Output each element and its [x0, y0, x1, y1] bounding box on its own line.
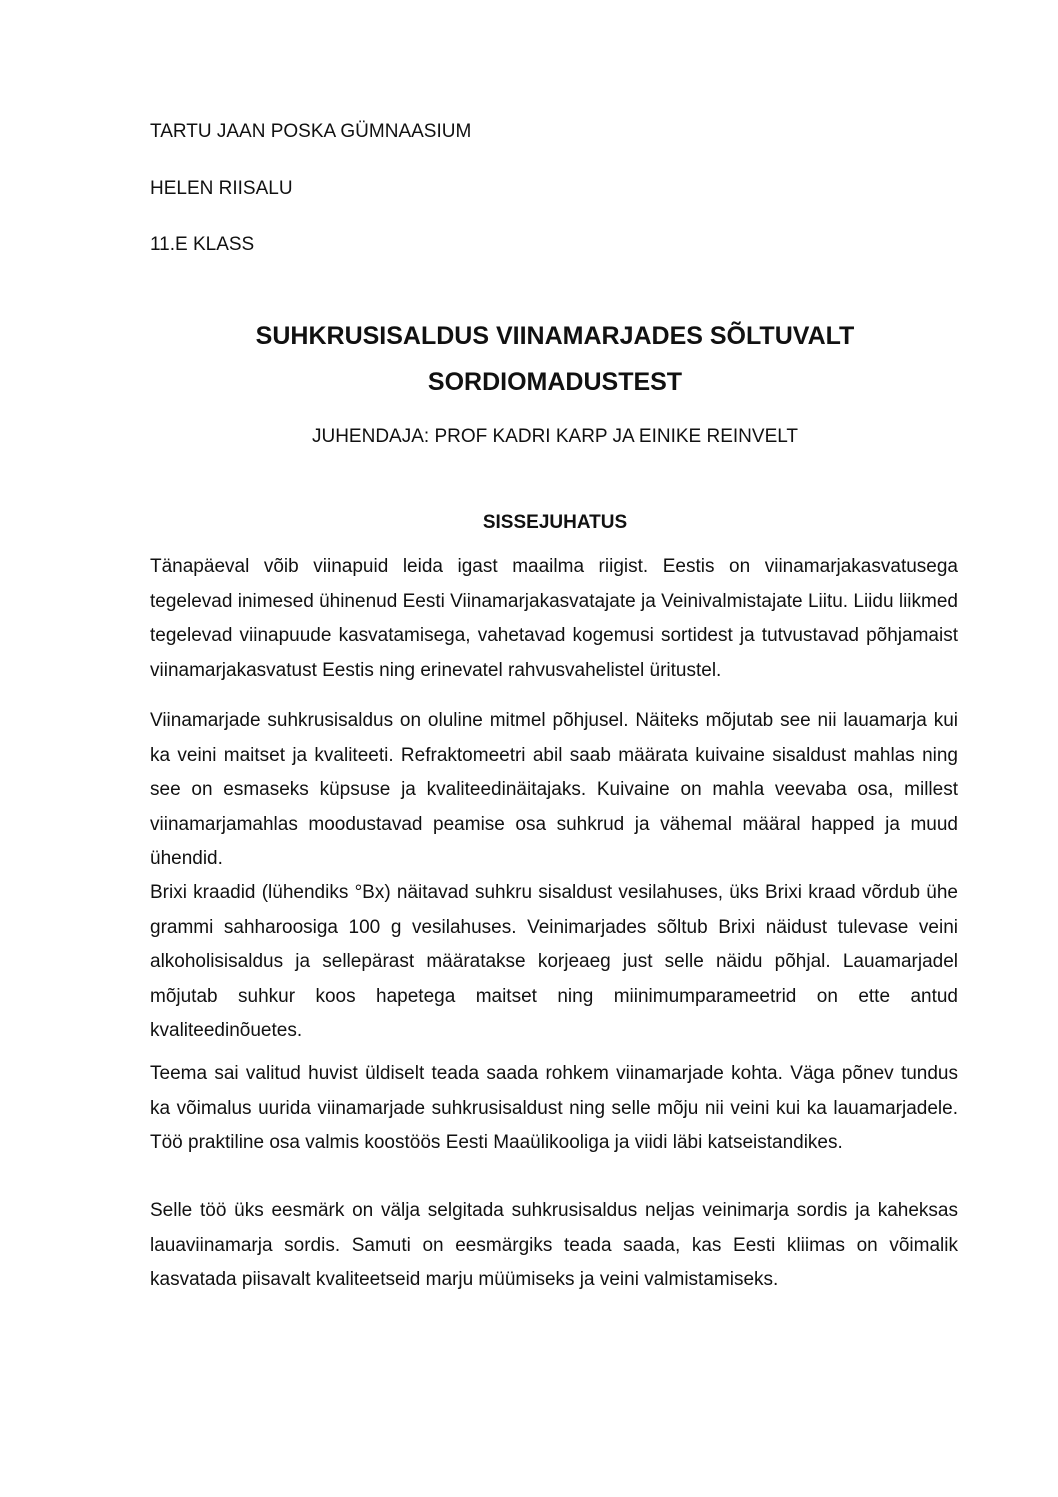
- paragraph-4: Teema sai valitud huvist üldiselt teada saada rohkem viinamarjade kohta. Väga põnev tundus ka võimalus uurida viinamarjade suhkrusisaldust ning selle mõju nii veini kui ka lauamarjadele. Töö praktiline osa valmis koostöös Eesti Maaülikooliga ja viidi läbi katseistandikes.: [150, 1063, 958, 1153]
- document-title-line-2: SORDIOMADUSTEST: [427, 368, 683, 396]
- paragraph-2: Viinamarjade suhkrusisaldus on oluline mitmel põhjusel. Näiteks mõjutab see nii lauamarja kui ka veini maitset ja kvaliteeti. Refraktomeetri abil saab määrata kuivaine sisaldust mahlas ning see on esmaseks küpsuse ja kvaliteedinäitajaks. Kuivaine on mahla veevaba osa, millest viinamarjamahlas moodustavad peamise osa suhkrud ja vähemal määral happed ja muud ühendid.: [150, 710, 958, 869]
- paragraph-3: Brixi kraadid (lühendiks °Bx) näitavad suhkru sisaldust vesilahuses, üks Brixi kraad võrdub ühe grammi sahharoosiga 100 g vesilahuses. Veinimarjades sõltub Brixi näidust tulevase veini alkoholisisaldus ja sellepärast määratakse korjeaeg just selle näidu põhjal. Lauamarjadel mõjutab suhkur koos hapetega maitset ning miinimumparameetrid on ette antud kvaliteedinõuetes.: [150, 882, 958, 1041]
- paragraph-5: Selle töö üks eesmärk on välja selgitada suhkrusisaldus neljas veinimarja sordis ja kaheksas lauaviinamarja sordis. Samuti on eesmärgiks teada saada, kas Eesti kliimas on võimalik kasvatada piisavalt kvaliteetseid marju müümiseks ja veini valmistamiseks.: [150, 1200, 958, 1290]
- class-label: 11.E KLASS: [150, 234, 255, 255]
- school-name: TARTU JAAN POSKA GÜMNAASIUM: [150, 121, 472, 142]
- author-name: HELEN RIISALU: [150, 178, 293, 199]
- section-heading: SISSEJUHATUS: [482, 512, 628, 533]
- supervisor-line: JUHENDAJA: PROF KADRI KARP JA EINIKE REINVELT: [311, 426, 799, 447]
- document-title-line-1: SUHKRUSISALDUS VIINAMARJADES SÕLTUVALT: [255, 322, 855, 350]
- paragraph-1: Tänapäeval võib viinapuid leida igast maailma riigist. Eestis on viinamarjakasvatusega tegelevad inimesed ühinenud Eesti Viinamarjakasvatajate ja Veinivalmistajate Liitu. Liidu liikmed tegelevad viinapuude kasvatamisega, vahetavad kogemusi sortidest ja tutvustavad põhjamaist viinamarjakasvatust Eestis ning erinevatel rahvusvahelistel üritustel.: [150, 556, 958, 681]
